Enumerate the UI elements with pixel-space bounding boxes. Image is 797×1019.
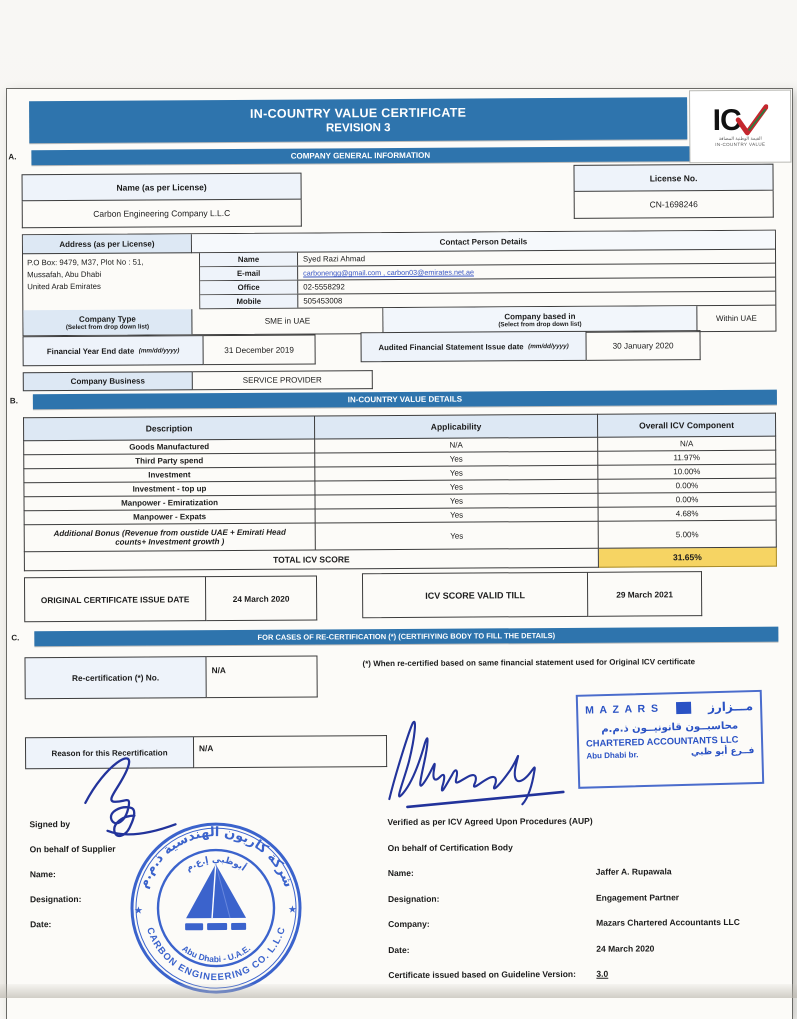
recert-note: (*) When re-certified based on same financial statement used for Original ICV certificate <box>362 657 696 669</box>
stamp-arc-bottom: CARBON ENGINEERING CO. L.L.C <box>144 925 289 984</box>
name-value: Carbon Engineering Company L.L.C <box>22 200 302 229</box>
mazars-line-ar: محاسبــون قانونيــون ذ.م.م <box>601 720 739 736</box>
afs-label: Audited Financial Statement Issue date <box>378 341 524 352</box>
row-applicability: N/A <box>315 437 598 453</box>
contact-row-label: E-mail <box>200 267 298 281</box>
guideline-label: Certificate issued based on Guideline Version: <box>388 968 576 981</box>
row-component: 0.00% <box>598 492 776 507</box>
section-b-letter: B. <box>9 396 18 406</box>
scan-edge-artifact <box>0 984 797 998</box>
verified-label: Verified as per ICV Agreed Upon Procedures (AUP) <box>387 815 593 828</box>
stamp-star-right: ★ <box>287 904 298 916</box>
reason-label: Reason for this Recertification <box>25 736 194 769</box>
supplier-date-label: Date: <box>30 919 52 930</box>
contact-row-value: 505453008 <box>303 296 343 306</box>
row-desc: Additional Bonus (Revenue from oustide UAE + Emirati Head counts+ Investment growth ) <box>24 523 315 552</box>
stamp-logo-bars <box>185 923 246 930</box>
contact-row-label: Office <box>200 281 298 295</box>
certifier-company-label: Company: <box>388 918 430 930</box>
certifier-date-label: Date: <box>388 944 410 955</box>
row-applicability: Yes <box>315 521 598 550</box>
row-applicability: Yes <box>315 507 598 523</box>
section-a-letter: A. <box>8 152 17 162</box>
total-score-value: 31.65% <box>598 547 776 567</box>
row-desc: Manpower - Emiratization <box>24 495 315 511</box>
fy-label-cell <box>23 335 204 366</box>
afs-label-cell <box>360 331 586 362</box>
signed-by-label: Signed by <box>29 818 71 830</box>
col-header-component: Overall ICV Component <box>597 413 775 437</box>
date-note: (mm/dd/yyyy) <box>138 346 180 355</box>
contact-table <box>22 230 777 337</box>
address-line: P.O Box: 9479, M37, Plot No : 51, <box>27 257 144 268</box>
issue-date-label: ORIGINAL CERTIFICATE ISSUE DATE <box>24 576 206 622</box>
name-box <box>22 173 302 229</box>
revision-label: REVISION 3 <box>325 122 391 135</box>
fy-value: 31 December 2019 <box>204 334 316 365</box>
col-header-description: Description <box>24 416 315 441</box>
on-behalf-certbody-label: On behalf of Certification Body <box>387 841 513 853</box>
certifier-name-label: Name: <box>387 867 414 879</box>
based-in-label: Company based in <box>504 311 576 321</box>
recert-no-label: Re-certification (*) No. <box>24 656 206 699</box>
company-stamp <box>127 820 304 997</box>
stamp-arc-top-ar: شركة كاربون الهندسية ذ.م.م <box>136 825 296 891</box>
certificate-page <box>6 88 793 1019</box>
valid-till-label: ICV SCORE VALID TILL <box>362 572 588 618</box>
certifier-designation-label: Designation: <box>387 893 440 904</box>
valid-till-box <box>362 571 702 618</box>
license-label: License No. <box>573 164 773 192</box>
contact-row-value: 02-5558292 <box>303 282 345 292</box>
date-note: (mm/dd/yyyy) <box>528 342 569 350</box>
audited-statement-box <box>360 330 700 362</box>
on-behalf-supplier-label: On behalf of Supplier <box>29 843 116 855</box>
license-box <box>573 164 773 219</box>
company-type-value: SME in UAE <box>192 308 383 334</box>
name-label: Name (as per License) <box>22 173 302 202</box>
email-link: carbonengg@gmail.com , carbon03@emirates.net.ae <box>303 267 474 278</box>
afs-value: 30 January 2020 <box>586 330 700 361</box>
certifier-signature <box>379 714 580 815</box>
address-line: Mussafah, Abu Dhabi <box>27 269 102 280</box>
row-component: 5.00% <box>598 520 776 548</box>
certifier-block <box>387 815 780 996</box>
row-desc: Third Party spend <box>24 453 315 469</box>
row-applicability: Yes <box>315 479 598 495</box>
stamp-pyramid <box>186 864 246 918</box>
reason-value: N/A <box>194 735 387 768</box>
recert-no-box <box>24 655 317 699</box>
row-component: N/A <box>598 436 776 451</box>
business-value: SERVICE PROVIDER <box>193 370 373 390</box>
address-label: Address (as per License) <box>23 234 192 254</box>
address-line: United Arab Emirates <box>27 281 101 292</box>
supplier-name-label: Name: <box>29 869 56 880</box>
valid-till-value: 29 March 2021 <box>588 571 702 617</box>
section-a-band: COMPANY GENERAL INFORMATION <box>31 146 689 165</box>
certifier-company-value: Mazars Chartered Accountants LLC <box>596 916 740 928</box>
company-type-label-cell <box>23 309 192 335</box>
mazars-branch-ar: فــرع أبو ظبي <box>690 746 755 758</box>
based-in-value: Within UAE <box>715 313 757 324</box>
certifier-name-value: Jaffer A. Rupawala <box>595 866 672 877</box>
issue-date-value: 24 March 2020 <box>206 575 317 621</box>
address-value <box>23 253 200 310</box>
row-component: 10.00% <box>598 464 776 479</box>
license-value: CN-1698246 <box>574 191 774 219</box>
icv-logo-caption-en: IN-COUNTRY VALUE <box>715 141 766 148</box>
row-component: 0.00% <box>598 478 776 493</box>
row-applicability: Yes <box>315 465 598 481</box>
fy-label: Financial Year End date <box>46 346 135 356</box>
row-applicability: Yes <box>315 451 598 467</box>
total-label: TOTAL ICV SCORE <box>24 548 598 571</box>
mazars-line1: CHARTERED ACCOUNTANTS LLC <box>585 734 739 749</box>
mazars-branch: Abu Dhabi br. <box>586 749 639 761</box>
row-component: 11.97% <box>598 450 776 465</box>
icv-logo-caption-ar: القيمة الوطنية المضافة <box>718 136 762 143</box>
mazars-name-ar: مـــزارز <box>707 699 754 715</box>
total-row <box>24 547 776 571</box>
business-label: Company Business <box>23 371 193 391</box>
icv-logo <box>689 90 791 164</box>
contact-row-label: Mobile <box>200 295 298 309</box>
section-c-letter: C. <box>11 633 20 643</box>
company-type-label: Company Type <box>79 314 136 324</box>
row-desc: Investment - top up <box>24 481 315 497</box>
icv-logo-text: IC <box>712 103 741 138</box>
contact-header: Contact Person Details <box>192 231 775 254</box>
section-b-band: IN-COUNTRY VALUE DETAILS <box>33 390 777 410</box>
mazars-stamp <box>576 690 764 789</box>
row-component: 4.68% <box>598 506 776 521</box>
financial-year-box <box>23 334 316 366</box>
row-desc: Manpower - Expats <box>24 509 315 525</box>
row-desc: Investment <box>24 467 315 483</box>
certificate-title: IN-COUNTRY VALUE CERTIFICATE <box>249 105 467 121</box>
col-header-applicability: Applicability <box>315 414 598 439</box>
contact-row-value: Syed Razi Ahmad <box>303 254 366 264</box>
header-band <box>29 97 687 143</box>
icv-table <box>23 413 777 572</box>
certifier-designation-value: Engagement Partner <box>595 891 680 903</box>
mazars-logo-mark <box>676 702 691 714</box>
row-applicability: Yes <box>315 493 598 509</box>
based-in-label-cell <box>383 306 697 333</box>
mazars-name: M A Z A R S <box>585 702 660 717</box>
checkmark-icon <box>734 104 768 136</box>
supplier-designation-label: Designation: <box>29 893 82 905</box>
row-desc: Goods Manufactured <box>24 439 315 455</box>
select-note: (Select from drop down list) <box>498 320 582 328</box>
company-business-box <box>23 370 373 391</box>
recert-no-value: N/A <box>206 655 317 698</box>
stamp-star-left: ★ <box>133 905 144 917</box>
select-note: (Select from drop down list) <box>65 323 150 331</box>
stamp-inner-top-ar: أبوظبي إ.ع.م <box>184 855 248 874</box>
section-c-band: FOR CASES OF RE-CERTIFICATION (*) (CERTIFIYING BODY TO FILL THE DETAILS) <box>34 627 778 647</box>
issue-date-box <box>24 575 317 622</box>
contact-row-label: Name <box>200 253 298 267</box>
stamp-inner-bottom: Abu Dhabi - U.A.E. <box>180 943 253 965</box>
certifier-date-value: 24 March 2020 <box>596 942 655 954</box>
guideline-value: 3.0 <box>596 968 609 979</box>
